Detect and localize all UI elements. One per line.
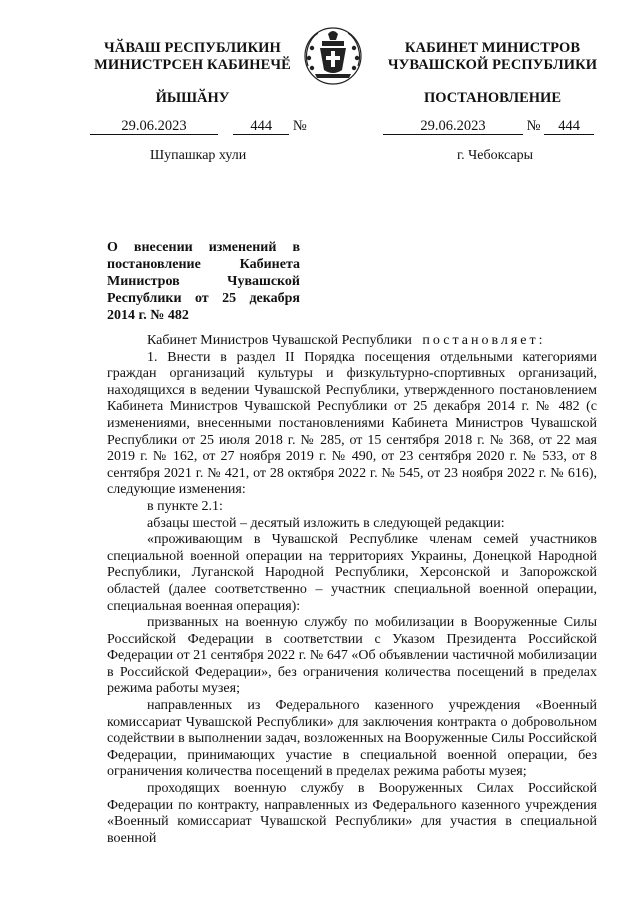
number-line-left [90,118,307,135]
body-paragraph: в пункте 2.1: [147,498,223,514]
number-right: 444 [544,119,594,135]
header-right [380,40,605,107]
number-sign-left: № [292,118,307,134]
body-paragraph: проходящих военную службу в Вооруженных Силах Российской Федерации по контракту, направленных из Федерального казенного учреждения «Военный комиссариат Чувашской Республики» для участия в специальной военной [107,781,597,846]
intro-resolves: постановляет: [422,333,546,348]
document-body [107,333,597,847]
body-paragraph: «проживающим в Чувашской Республике членам семей участников специальной военной операции на территориях Украины, Донецкой Народной Республики, Луганской Народной Республики, Херсонской и Запорожской областей (далее соответственно – участник специальной военной операции, специальная военная операция): [107,532,597,614]
header-left-doctype: ЙЫШӐНУ [155,90,230,106]
number-sign-right: № [526,118,541,134]
header-right-org: КАБИНЕТ МИНИСТРОВ ЧУВАШСКОЙ РЕСПУБЛИКИ [387,40,598,73]
body-paragraph: абзацы шестой – десятый изложить в следующей редакции: [147,515,505,531]
city-right: г. Чебоксары [457,148,534,163]
date-right: 29.06.2023 [383,119,523,135]
chuvashia-coat-of-arms-icon [298,20,368,92]
document-subject: О внесении изменений в постановление Кабинета Министров Чувашской Республики от 25 декабря 2014 г. № 482 [107,240,300,323]
intro-prefix: Кабинет Министров Чувашской Республики [147,333,412,348]
intro-paragraph [107,333,597,350]
number-line-right [383,118,594,135]
city-left: Шупашкар хули [150,148,247,163]
header-right-doctype: ПОСТАНОВЛЕНИЕ [423,90,561,106]
number-left: 444 [233,119,289,135]
header-left [80,40,305,107]
body-paragraph: 1. Внести в раздел II Порядка посещения отдельными категориями граждан организаций культуры и физкультурно-спортивных организаций, находящихся в ведении Чувашской Республики, утвержденного постановлением Кабинета Министров Чувашской Республики от 25 декабря 2014 г. № 482 (с изменениями, внесенными постановлениями Кабинета Министров Чувашской Республики от 25 июля 2018 г. № 285, от 15 сентября 2018 г. № 368, от 22 мая 2019 г. № 162, от 27 ноября 2019 г. № 490, от 23 сентября 2020 г. № 533, от 8 сентября 2021 г. № 421, от 28 октября 2022 г. № 545, от 23 ноября 2022 г. № 616), следующие изменения: [107,349,597,498]
body-paragraph: направленных из Федерального казенного учреждения «Военный комиссариат Чувашской Республики» для заключения контракта о добровольном содействии в выполнении задач, возложенных на Вооруженные Силы Российской Федерации, принимающих участие в специальной военной операции, без ограничения количества посещений в пределах режима работы музея; [107,698,597,780]
header-left-org: ЧӐВАШ РЕСПУБЛИКИН МИНИСТРСЕН КАБИНЕЧӖ [94,40,291,73]
date-left: 29.06.2023 [90,119,218,135]
body-paragraph: призванных на военную службу по мобилизации в Вооруженные Силы Российской Федерации в соответствии с Указом Президента Российской Федерации от 21 сентября 2022 г. № 647 «Об объявлении частичной мобилизации в Российской Федерации», без ограничения количества посещений в пределах режима работы музея; [107,615,597,697]
